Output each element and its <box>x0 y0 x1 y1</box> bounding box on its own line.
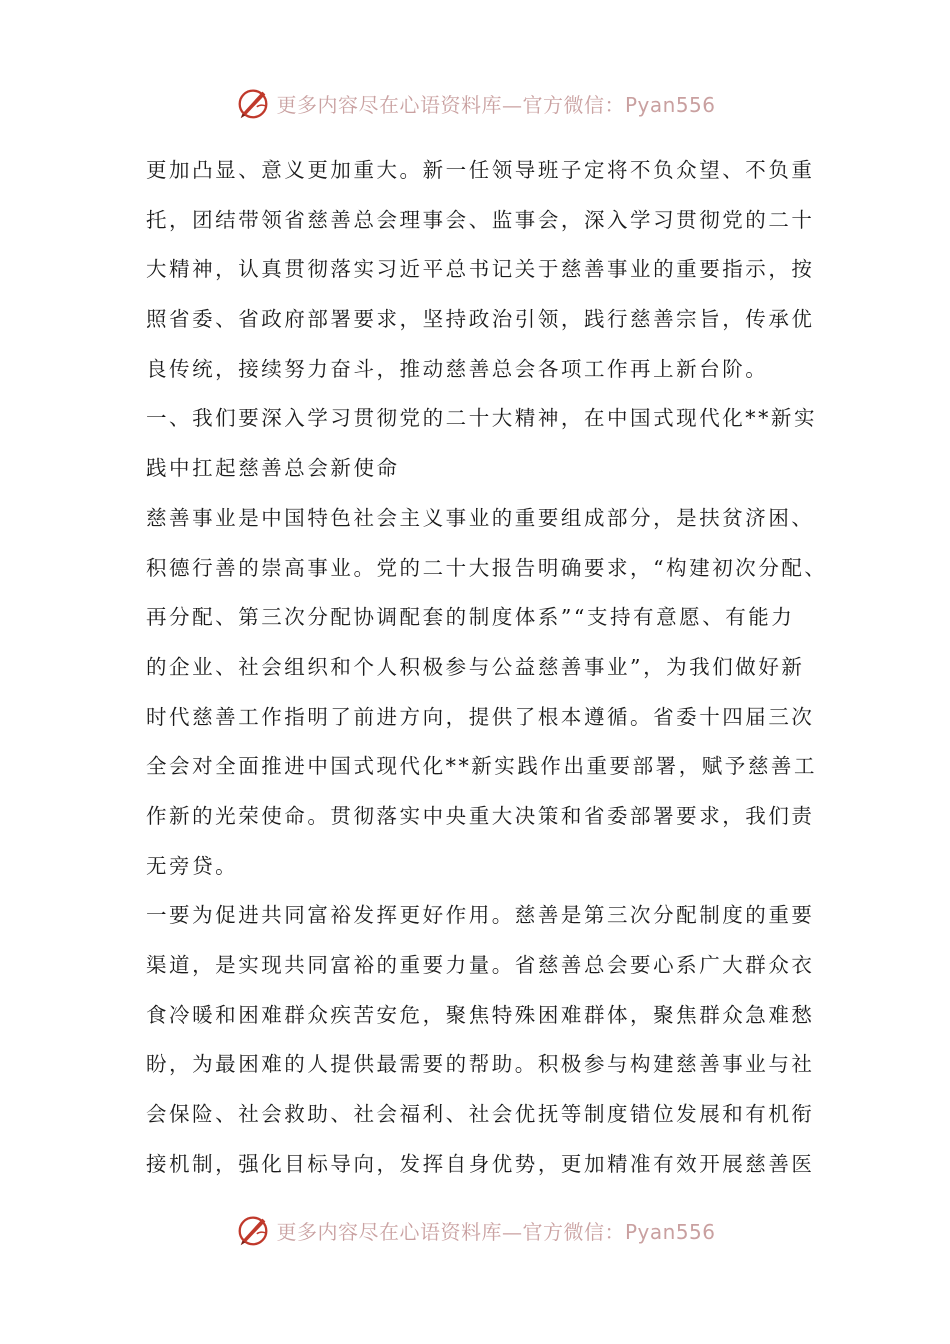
body-line: 良传统，接续努力奋斗，推动慈善总会各项工作再上新台阶。 <box>146 356 769 381</box>
body-line: 积德行善的崇高事业。党的二十大报告明确要求，“构建初次分配、 <box>146 555 828 580</box>
body-line: 会保险、社会救助、社会福利、社会优抚等制度错位发展和有机衔 <box>146 1102 815 1127</box>
pen-logo-icon <box>234 1211 272 1249</box>
header-wechat-id: Pyan556 <box>624 92 716 117</box>
body-line: 渠道，是实现共同富裕的重要力量。省慈善总会要心系广大群众衣 <box>146 953 815 977</box>
footer-wechat-id: Pyan556 <box>624 1219 716 1244</box>
body-line: 盼，为最困难的人提供最需要的帮助。积极参与构建慈善事业与社 <box>146 1052 815 1077</box>
header-banner <box>0 81 950 125</box>
body-line: 食冷暖和困难群众疾苦安危，聚焦特殊困难群体，聚焦群众急难愁 <box>146 1002 815 1027</box>
body-line: 慈善事业是中国特色社会主义事业的重要组成部分，是扶贫济困、 <box>146 505 815 530</box>
body-line: 更加凸显、意义更加重大。新一任领导班子定将不负众望、不负重 <box>146 158 815 182</box>
body-line: 再分配、第三次分配协调配套的制度体系”“支持有意愿、有能力 <box>146 605 795 630</box>
body-line: 无旁贷。 <box>146 853 239 878</box>
body-line: 作新的光荣使命。贯彻落实中央重大决策和省委部署要求，我们责 <box>146 803 815 828</box>
pen-logo-icon <box>234 84 272 122</box>
section-heading-line: 践中扛起慈善总会新使命 <box>146 456 400 481</box>
body-line: 全会对全面推进中国式现代化**新实践作出重要部署，赋予慈善工 <box>146 754 817 779</box>
body-line: 接机制，强化目标导向，发挥自身优势，更加精准有效开展慈善医 <box>146 1151 815 1176</box>
footer-banner <box>0 1208 950 1252</box>
body-line: 的企业、社会组织和个人积极参与公益慈善事业”，为我们做好新 <box>146 654 805 679</box>
header-banner-text: 更多内容尽在心语资料库—官方微信：Pyan556 <box>276 92 716 117</box>
footer-banner-text: 更多内容尽在心语资料库—官方微信：Pyan556 <box>276 1219 716 1244</box>
body-line: 大精神，认真贯彻落实习近平总书记关于慈善事业的重要指示，按 <box>146 257 815 282</box>
section-heading-line: 一、我们要深入学习贯彻党的二十大精神，在中国式现代化**新实 <box>146 406 817 431</box>
body-line: 照省委、省政府部署要求，坚持政治引领，践行慈善宗旨，传承优 <box>146 307 815 332</box>
body-line: 一要为促进共同富裕发挥更好作用。慈善是第三次分配制度的重要 <box>146 903 815 928</box>
document-body <box>146 150 828 1193</box>
body-line: 时代慈善工作指明了前进方向，提供了根本遵循。省委十四届三次 <box>146 704 815 729</box>
body-line: 托，团结带领省慈善总会理事会、监事会，深入学习贯彻党的二十 <box>146 207 815 232</box>
